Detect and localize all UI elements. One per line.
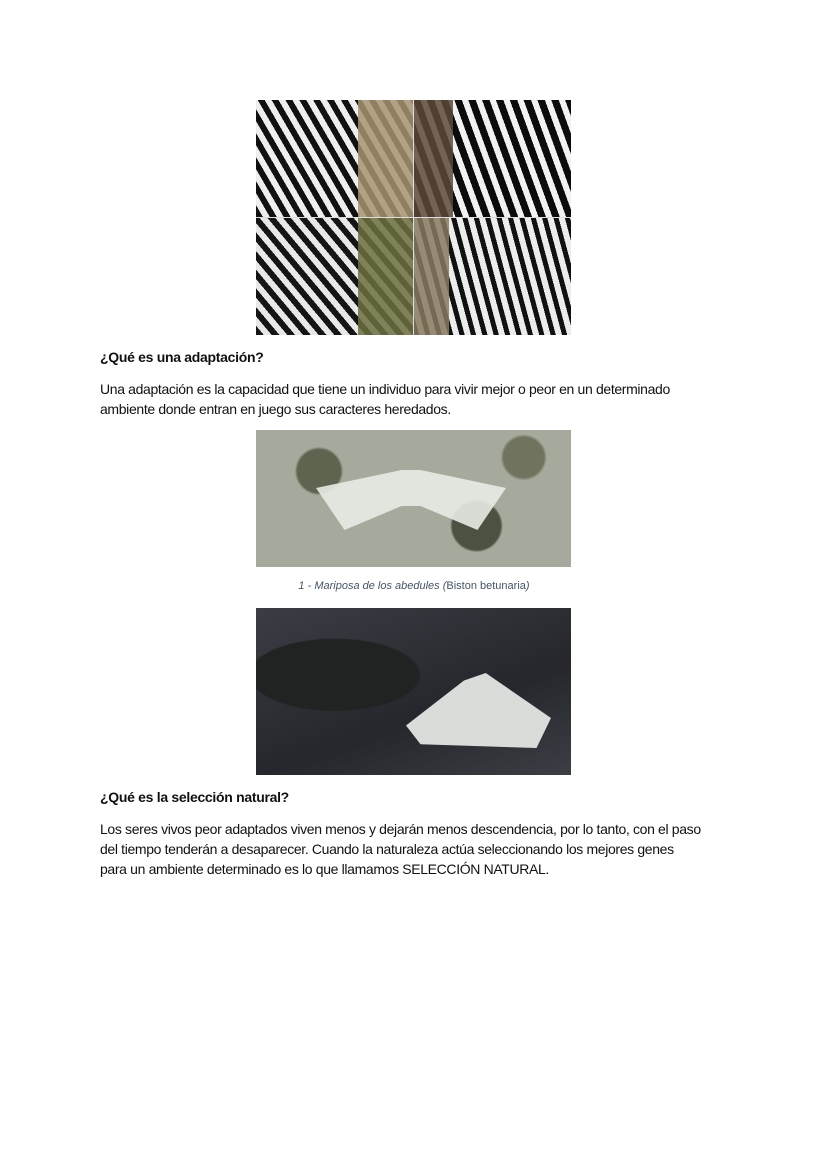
caption-label: 1 - Mariposa de los abedules ( (298, 580, 447, 592)
text-line: del tiempo tenderán a desaparecer. Cuando la naturaleza actúa seleccionando los mejores genes (100, 841, 674, 857)
paragraph-adaptation (100, 379, 670, 419)
text-line: Los seres vivos peor adaptados viven menos y dejarán menos descendencia, por lo tanto, con el paso (100, 821, 701, 837)
zebra-photo (256, 100, 413, 217)
text-line: ambiente donde entran en juego sus caracteres heredados. (100, 401, 451, 417)
heading-natural-selection: ¿Qué es la selección natural? (100, 789, 289, 805)
text-line: Una adaptación es la capacidad que tiene un individuo para vivir mejor o peor en un determinado (100, 381, 670, 397)
zebra-photo-collage (256, 100, 571, 335)
zebra-photo (414, 100, 571, 217)
paragraph-natural-selection (100, 819, 701, 879)
caption-close: ) (525, 580, 530, 592)
heading-adaptation: ¿Qué es una adaptación? (100, 349, 264, 365)
figure-caption (0, 580, 828, 592)
caption-species: Biston betunaria (446, 580, 526, 592)
moths-on-dark-bark-photo (256, 608, 571, 775)
text-line: para un ambiente determinado es lo que llamamos SELECCIÓN NATURAL. (100, 861, 549, 877)
zebra-photo (256, 218, 413, 335)
light-moth-on-lichen-photo (256, 430, 571, 567)
zebra-photo (414, 218, 571, 335)
